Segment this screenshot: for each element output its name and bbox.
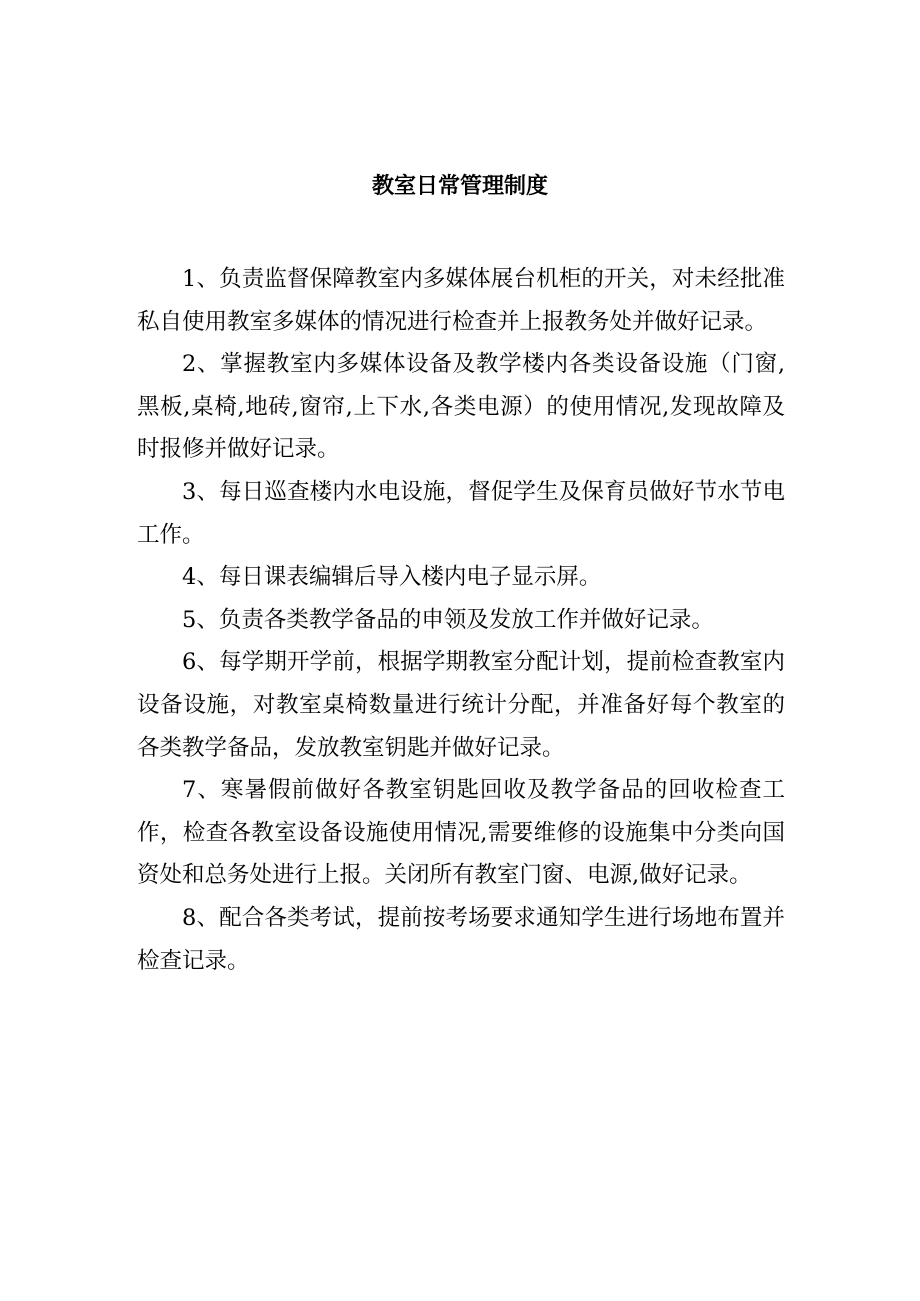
document-body	[137, 258, 785, 982]
paragraph-4: 4、每日课表编辑后导入楼内电子显示屏。	[182, 564, 602, 591]
paragraph-1: 1、负责监督保障教室内多媒体展台机柜的开关，对未经批准私自使用教室多媒体的情况进行检查并上报教务处并做好记录。	[137, 266, 785, 335]
paragraph-3: 3、每日巡查楼内水电设施，督促学生及保育员做好节水节电工作。	[137, 478, 785, 548]
paragraph-6: 6、每学期开学前，根据学期教室分配计划，提前检查教室内设备设施，对教室桌椅数量进行统计分配，并准备好每个教室的各类教学备品，发放教室钥匙并做好记录。	[137, 649, 785, 761]
paragraph-7: 7、寒暑假前做好各教室钥匙回收及教学备品的回收检查工作，检查各教室设备设施使用情况,需要维修的设施集中分类向国资处和总务处进行上报。关闭所有教室门窗、电源,做好记录。	[137, 777, 785, 889]
document-title: 教室日常管理制度	[371, 174, 548, 199]
paragraph-5: 5、负责各类教学备品的申领及发放工作并做好记录。	[182, 606, 714, 633]
paragraph-2: 2、掌握教室内多媒体设备及教学楼内各类设备设施（门窗,黑板,桌椅,地砖,窗帘,上下水,各类电源）的使用情况,发现故障及时报修并做好记录。	[137, 351, 785, 463]
paragraph-8: 8、配合各类考试，提前按考场要求通知学生进行场地布置并检查记录。	[137, 904, 785, 974]
